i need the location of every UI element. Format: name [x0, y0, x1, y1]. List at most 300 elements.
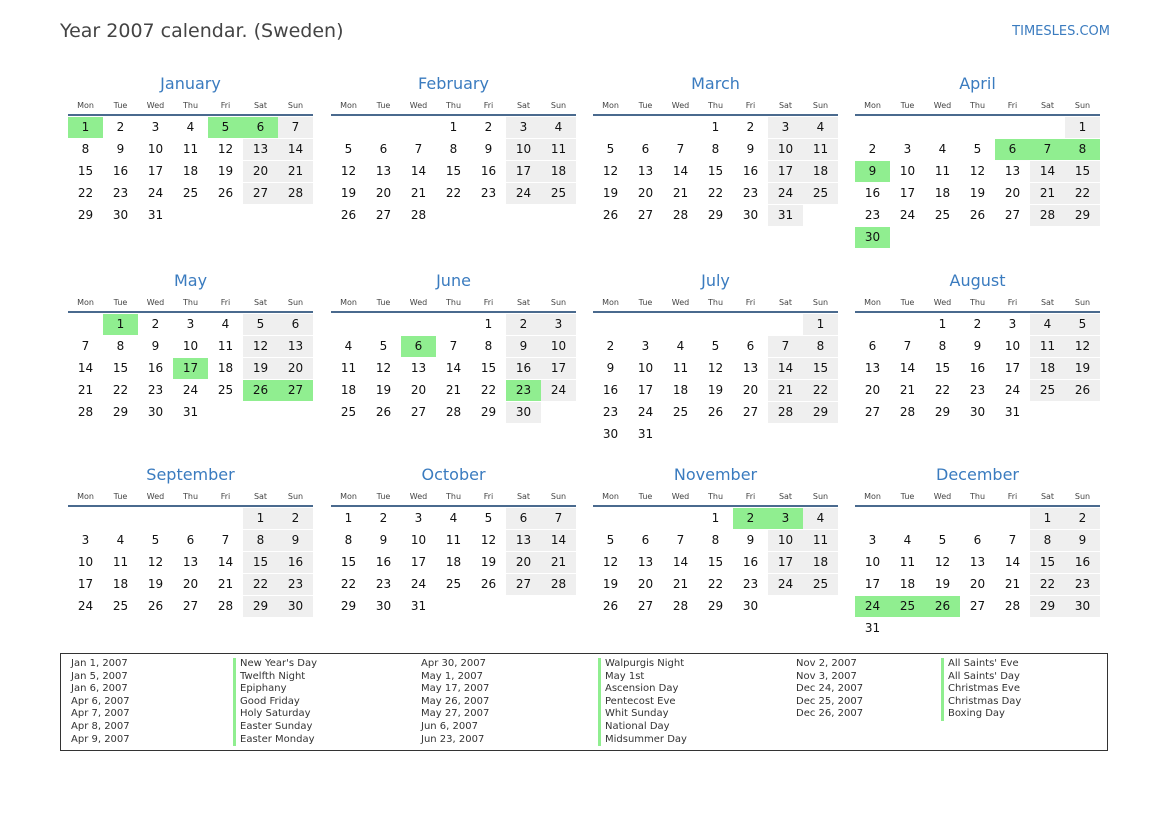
weekend-day-cell: 4	[803, 508, 838, 529]
day-cell: 3	[81, 533, 90, 547]
day-cell: 13	[864, 361, 881, 375]
week-row	[593, 552, 838, 574]
day-cell: 21	[672, 577, 689, 591]
day-cell: 30	[375, 599, 392, 613]
weekday-label: Wed	[146, 101, 165, 110]
weekday-label: Tue	[638, 492, 653, 501]
weekday-label: Thu	[182, 101, 199, 110]
empty-cell	[506, 205, 541, 226]
week-row	[331, 530, 576, 552]
day-cell: 20	[864, 383, 881, 397]
weekday-label: Mon	[77, 298, 94, 307]
weekend-day-cell: 15	[1030, 552, 1065, 573]
weekend-day-cell: 17	[768, 161, 803, 182]
weekend-day-cell: 4	[1030, 314, 1065, 335]
weekend-day-cell: 7	[278, 117, 313, 138]
day-cell: 29	[480, 405, 497, 419]
day-cell: 19	[480, 555, 497, 569]
month-june	[331, 269, 576, 424]
holiday-name: Easter Monday	[233, 734, 317, 747]
month-august	[855, 269, 1100, 424]
day-cell: 8	[484, 339, 493, 353]
day-cell: 30	[602, 427, 619, 441]
weekday-header	[331, 99, 576, 112]
empty-cell	[925, 618, 960, 639]
empty-cell	[925, 117, 960, 138]
empty-cell	[331, 314, 366, 335]
day-cell: 6	[868, 339, 877, 353]
day-cell: 3	[641, 339, 650, 353]
day-cell: 25	[934, 208, 951, 222]
week-row	[855, 552, 1100, 574]
weekday-label: Sat	[253, 101, 268, 110]
day-cell: 29	[707, 208, 724, 222]
weekday-label: Sun	[287, 298, 304, 307]
day-cell: 26	[217, 186, 234, 200]
weekend-day-cell: 25	[803, 183, 838, 204]
empty-cell	[68, 314, 103, 335]
day-cell: 11	[340, 361, 357, 375]
weekend-day-cell: 18	[1030, 358, 1065, 379]
day-cell: 11	[182, 142, 199, 156]
day-cell: 15	[707, 164, 724, 178]
weekday-header	[593, 296, 838, 309]
day-cell: 26	[375, 405, 392, 419]
day-cell: 20	[182, 577, 199, 591]
day-cell: 13	[182, 555, 199, 569]
weekend-day-cell: 19	[243, 358, 278, 379]
weekday-label: Wed	[671, 298, 690, 307]
day-cell: 6	[641, 142, 650, 156]
day-cell: 16	[375, 555, 392, 569]
day-cell: 8	[449, 142, 458, 156]
month-name: January	[160, 74, 221, 93]
weekday-label: Wed	[409, 101, 428, 110]
day-cell: 10	[899, 164, 916, 178]
header-rule	[593, 114, 838, 116]
legend-dates	[796, 658, 863, 721]
week-row	[855, 402, 1100, 424]
weekday-label: Sat	[253, 492, 268, 501]
week-row	[331, 139, 576, 161]
empty-cell	[173, 508, 208, 529]
day-cell: 13	[969, 555, 986, 569]
page-title: Year 2007 calendar. (Sweden)	[60, 20, 344, 42]
day-cell: 12	[375, 361, 392, 375]
day-cell: 11	[112, 555, 129, 569]
day-cell: 3	[903, 142, 912, 156]
weekend-day-cell: 15	[1065, 161, 1100, 182]
weekend-day-cell: 30	[506, 402, 541, 423]
weekday-label: Sat	[1040, 298, 1055, 307]
empty-cell	[471, 596, 506, 617]
week-row	[593, 161, 838, 183]
empty-cell	[208, 402, 243, 423]
empty-cell	[925, 227, 960, 248]
day-cell: 18	[934, 186, 951, 200]
weekend-day-cell: 24	[768, 183, 803, 204]
weekend-day-cell: 8	[243, 530, 278, 551]
month-name: November	[673, 465, 758, 484]
day-cell: 23	[742, 577, 759, 591]
weekday-label: Wed	[671, 101, 690, 110]
holiday-date: Jan 1, 2007	[71, 658, 128, 669]
weekday-header	[68, 490, 313, 503]
month-name: February	[418, 74, 489, 93]
day-cell: 28	[410, 208, 427, 222]
holiday-day-cell: 8	[1065, 139, 1100, 160]
day-cell: 25	[112, 599, 129, 613]
holiday-date: May 1, 2007	[421, 670, 484, 682]
holiday-day-cell: 24	[855, 596, 890, 617]
weekend-day-cell: 12	[243, 336, 278, 357]
day-cell: 23	[602, 405, 619, 419]
week-row	[331, 574, 576, 596]
weekend-day-cell: 6	[506, 508, 541, 529]
day-cell: 2	[116, 120, 125, 134]
weekend-day-cell: 22	[803, 380, 838, 401]
weekend-day-cell: 1	[1065, 117, 1100, 138]
weekday-label: Thu	[707, 492, 724, 501]
week-row	[855, 117, 1100, 139]
legend-names	[233, 658, 317, 746]
weekend-day-cell: 10	[541, 336, 576, 357]
weekday-label: Wed	[409, 492, 428, 501]
day-cell: 20	[637, 186, 654, 200]
day-cell: 9	[973, 339, 982, 353]
day-cell: 27	[864, 405, 881, 419]
day-cell: 12	[969, 164, 986, 178]
weekday-label: Thu	[445, 492, 462, 501]
empty-cell	[173, 205, 208, 226]
empty-cell	[436, 205, 471, 226]
day-cell: 20	[969, 577, 986, 591]
weekend-day-cell: 14	[541, 530, 576, 551]
header-rule	[331, 505, 576, 507]
header-rule	[855, 311, 1100, 313]
weekday-label: Sun	[812, 298, 829, 307]
day-cell: 23	[742, 186, 759, 200]
week-row	[593, 424, 838, 446]
day-cell: 2	[484, 120, 493, 134]
legend-names	[598, 658, 687, 746]
day-cell: 2	[379, 511, 388, 525]
month-december	[855, 463, 1100, 640]
holiday-name: Boxing Day	[941, 708, 1021, 721]
weekday-label: Fri	[220, 101, 231, 110]
weekday-label: Tue	[376, 101, 391, 110]
weekend-day-cell: 2	[1065, 508, 1100, 529]
weekend-day-cell: 21	[1030, 183, 1065, 204]
weekday-label: Fri	[1007, 101, 1018, 110]
day-cell: 21	[217, 577, 234, 591]
site-link[interactable]: TIMESLES.COM	[1012, 24, 1110, 39]
weekday-label: Fri	[483, 492, 494, 501]
empty-cell	[960, 618, 995, 639]
empty-cell	[243, 402, 278, 423]
weekend-day-cell: 14	[278, 139, 313, 160]
day-cell: 15	[445, 164, 462, 178]
weekend-day-cell: 21	[278, 161, 313, 182]
day-cell: 26	[707, 405, 724, 419]
weekday-label: Mon	[602, 298, 619, 307]
month-july	[593, 269, 838, 446]
day-cell: 22	[112, 383, 129, 397]
weekday-label: Thu	[445, 101, 462, 110]
week-row	[855, 336, 1100, 358]
weekend-day-cell: 25	[541, 183, 576, 204]
day-cell: 22	[77, 186, 94, 200]
day-cell: 20	[1004, 186, 1021, 200]
day-cell: 6	[746, 339, 755, 353]
day-cell: 19	[602, 186, 619, 200]
week-row	[331, 183, 576, 205]
weekend-day-cell: 11	[1030, 336, 1065, 357]
day-cell: 5	[606, 533, 615, 547]
week-row	[855, 530, 1100, 552]
holiday-day-cell: 6	[995, 139, 1030, 160]
day-cell: 7	[903, 339, 912, 353]
day-cell: 31	[182, 405, 199, 419]
weekday-label: Fri	[1007, 298, 1018, 307]
holiday-name: All Saints' Eve	[941, 658, 1021, 671]
holiday-day-cell: 1	[103, 314, 138, 335]
empty-cell	[593, 117, 628, 138]
weekday-label: Thu	[707, 298, 724, 307]
empty-cell	[628, 314, 663, 335]
day-cell: 21	[77, 383, 94, 397]
day-cell: 21	[672, 186, 689, 200]
day-cell: 31	[864, 621, 881, 635]
weekday-label: Tue	[376, 492, 391, 501]
week-row	[68, 183, 313, 205]
day-cell: 10	[1004, 339, 1021, 353]
weekday-label: Tue	[113, 492, 128, 501]
week-row	[331, 596, 576, 618]
weekend-day-cell: 9	[1065, 530, 1100, 551]
day-cell: 1	[344, 511, 353, 525]
day-cell: 27	[1004, 208, 1021, 222]
empty-cell	[960, 508, 995, 529]
day-cell: 28	[672, 599, 689, 613]
weekend-day-cell: 12	[1065, 336, 1100, 357]
holiday-day-cell: 30	[855, 227, 890, 248]
empty-cell	[208, 508, 243, 529]
day-cell: 12	[147, 555, 164, 569]
weekday-label: Thu	[707, 101, 724, 110]
day-cell: 19	[602, 577, 619, 591]
empty-cell	[1065, 402, 1100, 423]
month-may	[68, 269, 313, 424]
week-row	[593, 205, 838, 227]
day-cell: 15	[707, 555, 724, 569]
week-row	[68, 574, 313, 596]
empty-cell	[663, 424, 698, 445]
weekday-label: Mon	[340, 492, 357, 501]
empty-cell	[208, 205, 243, 226]
weekday-label: Sat	[778, 298, 793, 307]
day-cell: 13	[375, 164, 392, 178]
empty-cell	[1030, 117, 1065, 138]
holiday-date: Jan 5, 2007	[71, 670, 128, 682]
day-cell: 27	[742, 405, 759, 419]
weekend-day-cell: 29	[1065, 205, 1100, 226]
day-cell: 26	[602, 208, 619, 222]
empty-cell	[855, 117, 890, 138]
holiday-date: Apr 6, 2007	[71, 695, 130, 707]
day-cell: 9	[746, 142, 755, 156]
weekend-day-cell: 17	[768, 552, 803, 573]
day-cell: 26	[340, 208, 357, 222]
weekend-day-cell: 23	[1065, 574, 1100, 595]
weekend-day-cell: 30	[278, 596, 313, 617]
day-cell: 14	[217, 555, 234, 569]
day-cell: 11	[445, 533, 462, 547]
day-cell: 18	[182, 164, 199, 178]
holiday-name: New Year's Day	[233, 658, 317, 671]
empty-cell	[1065, 227, 1100, 248]
day-cell: 19	[217, 164, 234, 178]
day-cell: 27	[969, 599, 986, 613]
day-cell: 16	[742, 164, 759, 178]
week-row	[593, 336, 838, 358]
weekend-day-cell: 3	[541, 314, 576, 335]
day-cell: 31	[147, 208, 164, 222]
day-cell: 7	[449, 339, 458, 353]
empty-cell	[768, 596, 803, 617]
weekend-day-cell: 30	[1065, 596, 1100, 617]
weekday-label: Sun	[550, 101, 567, 110]
weekday-label: Mon	[340, 101, 357, 110]
weekend-day-cell: 23	[278, 574, 313, 595]
weekday-label: Sat	[778, 101, 793, 110]
holiday-name: Walpurgis Night	[598, 658, 687, 671]
weekend-day-cell: 29	[243, 596, 278, 617]
weekday-label: Sat	[1040, 101, 1055, 110]
day-cell: 20	[637, 577, 654, 591]
holiday-name: Easter Sunday	[233, 721, 317, 734]
day-cell: 3	[186, 317, 195, 331]
day-cell: 13	[410, 361, 427, 375]
weekday-label: Thu	[182, 492, 199, 501]
day-cell: 4	[903, 533, 912, 547]
day-cell: 2	[606, 339, 615, 353]
week-row	[331, 552, 576, 574]
holiday-name: Good Friday	[233, 696, 317, 709]
holiday-day-cell: 5	[208, 117, 243, 138]
holiday-name: Midsummer Day	[598, 734, 687, 747]
month-name: September	[146, 465, 235, 484]
empty-cell	[593, 314, 628, 335]
day-cell: 8	[938, 339, 947, 353]
weekend-day-cell: 4	[541, 117, 576, 138]
day-cell: 27	[637, 599, 654, 613]
week-row	[855, 183, 1100, 205]
week-row	[331, 314, 576, 336]
empty-cell	[436, 314, 471, 335]
week-row	[855, 314, 1100, 336]
day-cell: 14	[672, 164, 689, 178]
month-name: June	[436, 271, 471, 290]
weekend-day-cell: 17	[541, 358, 576, 379]
empty-cell	[68, 508, 103, 529]
weekday-label: Sun	[287, 101, 304, 110]
weekday-header	[855, 296, 1100, 309]
month-january	[68, 72, 313, 227]
week-row	[593, 314, 838, 336]
day-cell: 9	[746, 533, 755, 547]
day-cell: 27	[637, 208, 654, 222]
day-cell: 24	[77, 599, 94, 613]
week-row	[855, 574, 1100, 596]
holiday-date: Dec 24, 2007	[796, 683, 864, 695]
weekday-label: Tue	[638, 101, 653, 110]
week-row	[68, 161, 313, 183]
day-cell: 16	[147, 361, 164, 375]
day-cell: 19	[707, 383, 724, 397]
weekday-label: Sat	[516, 298, 531, 307]
day-cell: 22	[934, 383, 951, 397]
empty-cell	[995, 618, 1030, 639]
weekend-day-cell: 11	[803, 139, 838, 160]
day-cell: 16	[742, 555, 759, 569]
day-cell: 22	[340, 577, 357, 591]
day-cell: 17	[1004, 361, 1021, 375]
holiday-date: Apr 30, 2007	[421, 658, 487, 669]
day-cell: 8	[711, 142, 720, 156]
day-cell: 4	[186, 120, 195, 134]
empty-cell	[593, 508, 628, 529]
day-cell: 16	[112, 164, 129, 178]
day-cell: 4	[344, 339, 353, 353]
day-cell: 10	[410, 533, 427, 547]
empty-cell	[401, 314, 436, 335]
month-name: May	[173, 271, 208, 290]
day-cell: 22	[445, 186, 462, 200]
day-cell: 18	[112, 577, 129, 591]
day-cell: 12	[480, 533, 497, 547]
weekday-header	[68, 99, 313, 112]
weekday-header	[855, 490, 1100, 503]
empty-cell	[1030, 618, 1065, 639]
weekend-day-cell: 22	[1030, 574, 1065, 595]
weekend-day-cell: 16	[278, 552, 313, 573]
week-row	[331, 161, 576, 183]
day-cell: 10	[77, 555, 94, 569]
weekday-label: Mon	[602, 492, 619, 501]
empty-cell	[890, 227, 925, 248]
weekday-header	[68, 296, 313, 309]
empty-cell	[768, 314, 803, 335]
week-row	[855, 358, 1100, 380]
weekend-day-cell: 14	[768, 358, 803, 379]
day-cell: 17	[899, 186, 916, 200]
week-row	[331, 336, 576, 358]
holiday-name: Ascension Day	[598, 683, 687, 696]
week-row	[593, 358, 838, 380]
day-cell: 19	[340, 186, 357, 200]
holiday-day-cell: 6	[401, 336, 436, 357]
day-cell: 31	[637, 427, 654, 441]
weekend-day-cell: 6	[278, 314, 313, 335]
week-row	[855, 161, 1100, 183]
weekday-label: Fri	[483, 101, 494, 110]
weekend-day-cell: 3	[768, 117, 803, 138]
weekday-label: Fri	[745, 492, 756, 501]
week-row	[331, 358, 576, 380]
day-cell: 1	[484, 317, 493, 331]
day-cell: 4	[116, 533, 125, 547]
